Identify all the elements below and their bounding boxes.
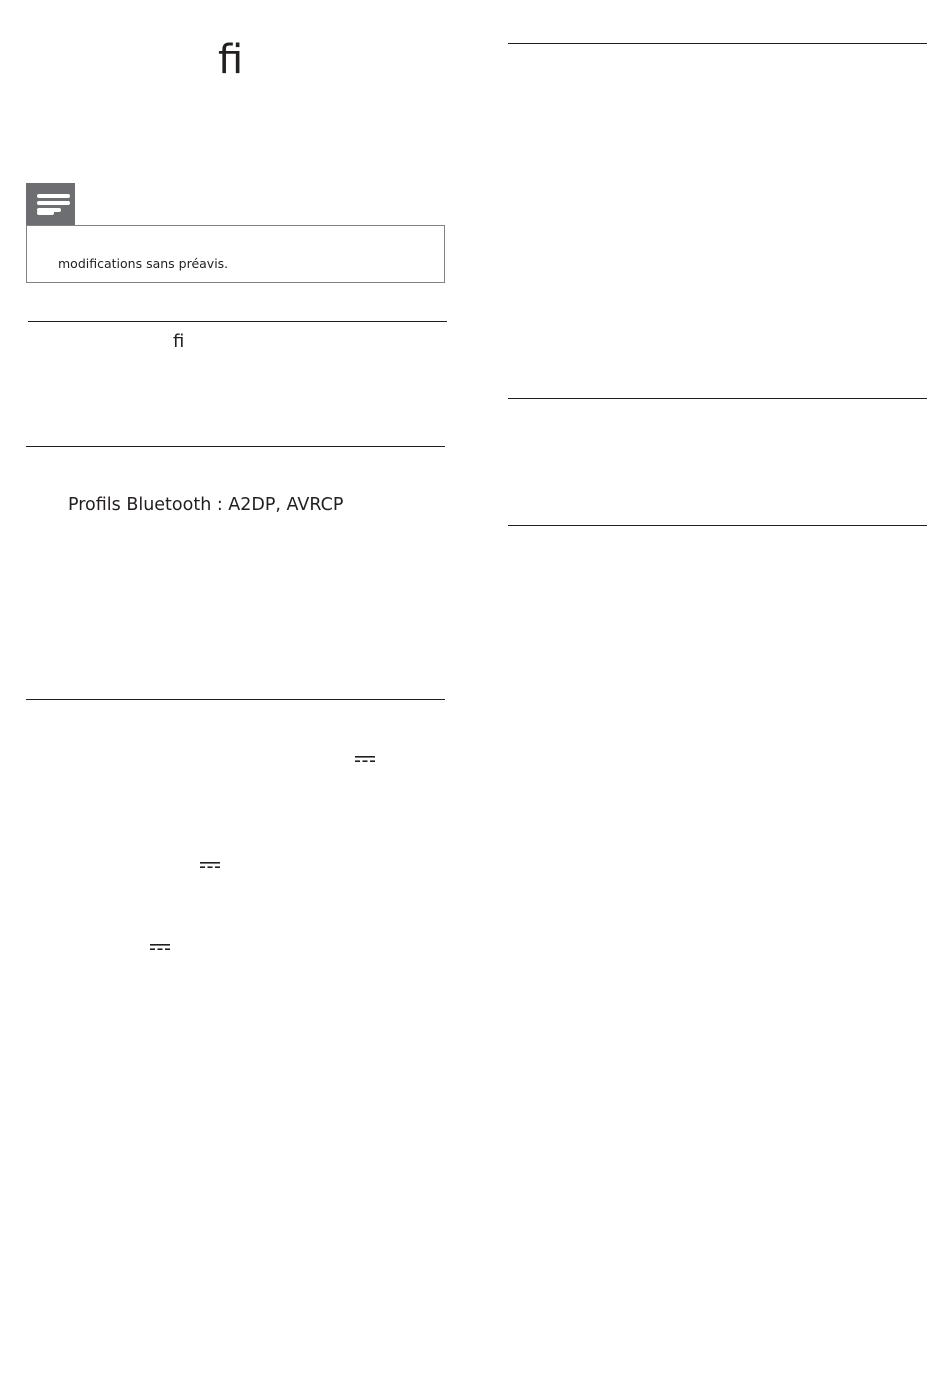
direct-current-icon <box>355 756 375 763</box>
note-box <box>26 225 445 283</box>
note-text: modifications sans préavis. <box>58 256 229 271</box>
heading-ligature-glyph: ﬁ <box>218 37 244 83</box>
section-divider <box>26 699 445 700</box>
section-divider <box>28 321 447 322</box>
section-ligature-glyph: ﬁ <box>173 331 185 352</box>
direct-current-icon <box>200 862 220 869</box>
section-divider <box>26 446 445 447</box>
section-divider <box>508 398 927 399</box>
section-divider <box>508 525 927 526</box>
note-icon <box>26 183 75 225</box>
bluetooth-profiles-text: Profils Bluetooth : A2DP, AVRCP <box>68 495 344 515</box>
direct-current-icon <box>150 944 170 951</box>
section-divider <box>508 43 927 44</box>
